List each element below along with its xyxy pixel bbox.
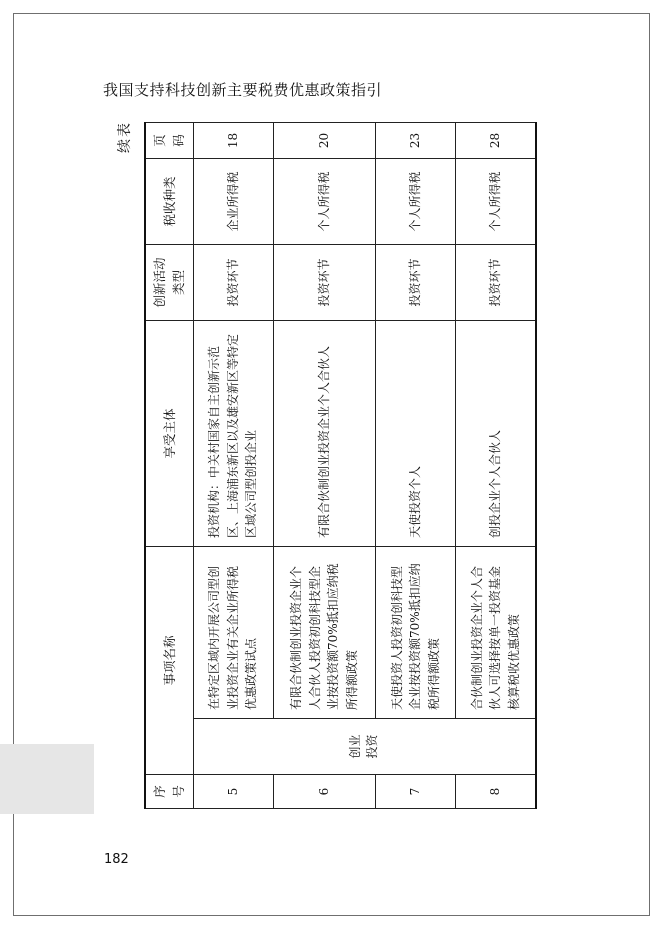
cell-beneficiary: 有限合伙制创业投资企业个人合伙人: [273, 320, 376, 546]
cell-item-name: 天使投资人投资初创科技型企业按投资额70%抵扣应纳税所得额政策: [376, 546, 456, 718]
cell-activity-type: 投资环节: [193, 244, 273, 320]
header-activity-type: 创新活动类型: [145, 244, 193, 320]
category-cell: [193, 719, 536, 775]
cell-item-name: 在特定区域内开展公司型创业投资企业有关企业所得税优惠政策试点: [193, 546, 273, 718]
cell-tax-type: 个人所得税: [376, 158, 456, 244]
page-header: 我国支持科技创新主要税费优惠政策指引: [103, 81, 383, 99]
cell-seq: 5: [193, 775, 273, 809]
cell-tax-type: 个人所得税: [273, 158, 376, 244]
header-tax-type: 税收种类: [145, 158, 193, 244]
rotated-table-block: [117, 121, 537, 809]
header-seq: 序号: [145, 775, 193, 809]
policy-table: [144, 122, 537, 809]
header-item-name: 事项名称: [145, 546, 193, 774]
table-row: [376, 122, 456, 808]
cell-seq: 8: [456, 775, 536, 809]
side-tab-marker: [0, 744, 94, 814]
table-header-row: [145, 122, 193, 808]
page-number: 182: [104, 852, 129, 867]
cell-item-name: 有限合伙制创业投资企业个人合伙人投资初创科技型企业按投资额70%抵扣应纳税所得额政策: [273, 546, 376, 718]
cell-page: 18: [193, 122, 273, 158]
table-row: [273, 122, 376, 808]
cell-seq: 7: [376, 775, 456, 809]
cell-beneficiary: 天使投资个人: [376, 320, 456, 546]
cell-item-name: 合伙制创业投资企业个人合伙人可选择按单一投资基金核算税收优惠政策: [456, 546, 536, 718]
cell-page: 23: [376, 122, 456, 158]
cell-activity-type: 投资环节: [456, 244, 536, 320]
cell-page: 28: [456, 122, 536, 158]
cell-tax-type: 企业所得税: [193, 158, 273, 244]
cell-beneficiary: 创投企业个人合伙人: [456, 320, 536, 546]
continued-label: 续表: [117, 121, 133, 153]
header-beneficiary: 享受主体: [145, 320, 193, 546]
cell-page: 20: [273, 122, 376, 158]
cell-tax-type: 个人所得税: [456, 158, 536, 244]
category-label: 创业投资: [348, 734, 379, 759]
cell-activity-type: 投资环节: [273, 244, 376, 320]
cell-seq: 6: [273, 775, 376, 809]
cell-beneficiary: 投资机构：中关村国家自主创新示范区、上海浦东新区以及雄安新区等特定区域公司型创投企业: [193, 320, 273, 546]
table-row: [456, 122, 536, 808]
cell-activity-type: 投资环节: [376, 244, 456, 320]
table-row: [193, 122, 273, 808]
header-page: 页码: [145, 122, 193, 158]
